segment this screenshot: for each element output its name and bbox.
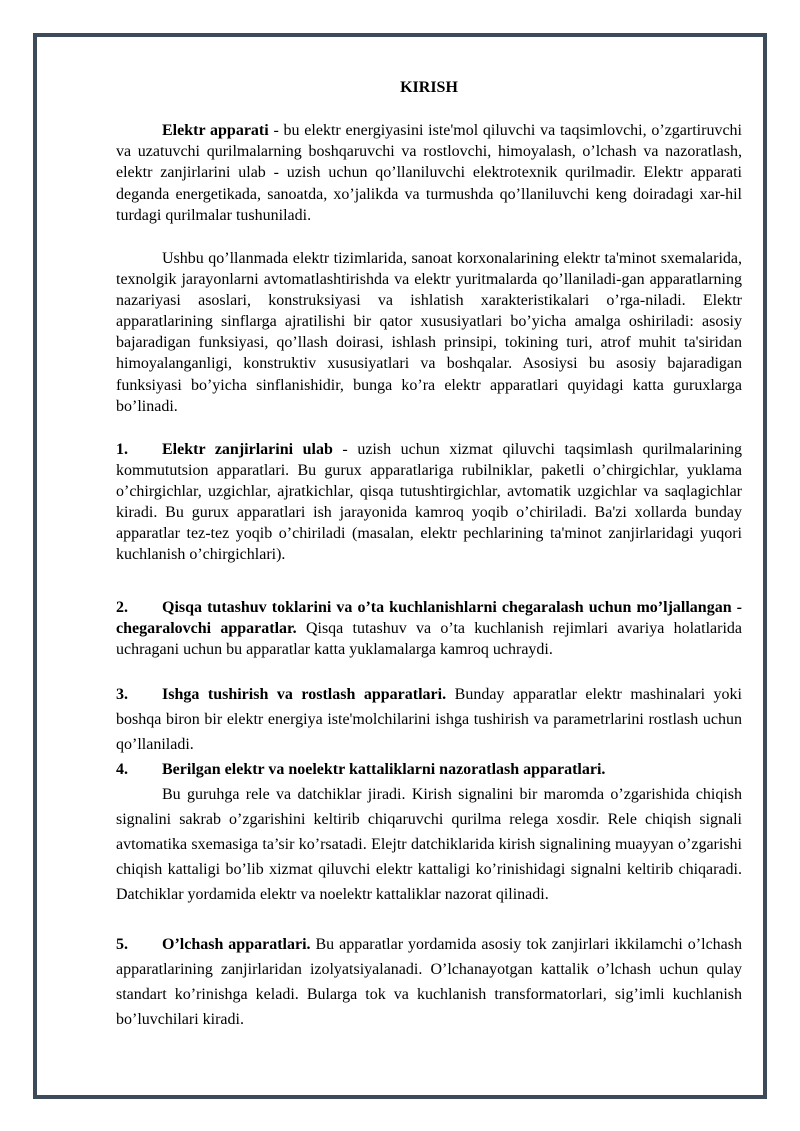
list-item-4 xyxy=(116,757,742,782)
paragraph-text: Bu guruhga rele va datchiklar jiradi. Kirish signalini bir maromda o’zgarishida chiqish signalini sakrab o’zgarishini keltirib chiqaruvchi qurilma relega xosdir. Rele chiqish signali avtomatika sxemasiga ta’sir ko’rsatadi. Elejtr datchiklarida kirish signalining muayyan o’zgarishi chiqish kattaligi bo’lib xizmat qiluvchi elektr kattaligi ko’rinishidagi signalni keltirib chiqaradi. Datchiklar yordamida elektr va noelektr kattaliklar nazorat qilinadi. xyxy=(116,786,742,904)
list-item-text: Bu apparatlar yordamida asosiy tok zanjirlari ikkilamchi o’lchash apparatlarining zanjirlaridan izolyatsiyalanadi. O’lchanayotgan kattalik o’lchash uchun qulay standart ko’rinishga keladi. Bularga tok va kuchlanish transformatorlari, sig’imli kuchlanish bo’luvchilari kiradi. xyxy=(116,936,742,1028)
list-item-heading: Qisqa tutashuv toklarini va o’ta kuchlanishlarni chegaralash uchun mo’ljallangan - chegaralovchi apparatlar. xyxy=(116,599,742,638)
list-item-text: Bunday apparatlar elektr mashinalari yoki boshqa biron bir elektr energiya iste'molchilarini ishga tushirish va parametrlarini rostlash uchun qo’llaniladi. xyxy=(116,686,742,753)
list-item-heading: Ishga tushirish va rostlash apparatlari. xyxy=(162,686,447,703)
list-number: 2. xyxy=(116,599,128,616)
page-title: KIRISH xyxy=(400,79,458,96)
paragraph-classification xyxy=(116,248,742,417)
term-elektr-apparati: Elektr apparati xyxy=(162,122,269,139)
list-item-heading: Berilgan elektr va noelektr kattaliklarni nazoratlash apparatlari. xyxy=(162,761,606,778)
list-number: 5. xyxy=(116,936,128,953)
paragraph-relays-sensors xyxy=(116,782,742,907)
list-number: 3. xyxy=(116,686,128,703)
list-item-2 xyxy=(116,597,742,660)
list-item-heading: O’lchash apparatlari. xyxy=(162,936,311,953)
paragraph-intro xyxy=(116,120,742,226)
list-item-text: - uzish uchun xizmat qiluvchi taqsimlash qurilmalarining kommututsion apparatlari. Bu gurux apparatlariga rubilniklar, paketli o’chirgichlar, yuklama o’chirgichlar, uzgichlar, ajratkichlar, qisqa tutushtirgichlar, avtomatik uzgichlar va saqlagichlar kiradi. Bu gurux apparatlari ish jarayonida kamroq yoqib o’chiriladi. Ba'zi xollarda bunday apparatlar tez-tez yoqib o’chiriladi (masalan, elektr pechlarining ta'minot zanjirlaridagi yuqori kuchlanish o’chirgichlari). xyxy=(116,441,742,564)
list-item-1 xyxy=(116,439,742,566)
list-item-text: Qisqa tutashuv va o’ta kuchlanish rejimlari avariya holatlarida uchragani uchun bu apparatlar katta yuklamalarga kamroq uchraydi. xyxy=(116,620,742,659)
paragraph-text: Ushbu qo’llanmada elektr tizimlarida, sanoat korxonalarining elektr ta'minot sxemalarida, texnolgik jarayonlarni avtomatlashtirishda va elektr yuritmalarda qo’llaniladi-gan apparatlarning nazariyasi asoslari, konstruksiyasi va ishlatish xarakteristikalari o’rga-niladi. Elektr apparatlarining sinflarga ajratilishi bir qator xususiyatlari bo’yicha amalga oshiriladi: asosiy bajaradigan funksiyasi, qo’llash doirasi, ishlash prinsipi, tokining turi, atrof muhit ta'siridan himoyalanganligi, konstruktiv xususiyatlari va boshqalar. Asosiysi bu asosiy bajaradigan funksiyasi bo’yicha sinflanishidir, bunga ko’ra elektr apparatlari quyidagi katta guruxlarga bo’linadi. xyxy=(116,250,742,415)
list-item-heading: Elektr zanjirlarini ulab xyxy=(162,441,333,458)
paragraph-text: - bu elektr energiyasini iste'mol qiluvchi va taqsimlovchi, o’zgartiruvchi va uzatuvchi qurilmalarning boshqaruvchi va rostlovchi, himoyalash, o’lchash va nazoratlash, elektr zanjirlarini ulab - uzish uchun qo’llaniluvchi elektrotexnik qurilmadir. Elektr apparati deganda energetikada, sanoatda, xo’jalikda va turmushda qo’llaniluvchi keng doiradagi xar-hil turdagi qurilmalar tushuniladi. xyxy=(116,122,743,224)
list-number: 1. xyxy=(116,441,128,458)
list-item-5 xyxy=(116,932,742,1032)
list-item-3 xyxy=(116,682,742,757)
list-number: 4. xyxy=(116,761,128,778)
